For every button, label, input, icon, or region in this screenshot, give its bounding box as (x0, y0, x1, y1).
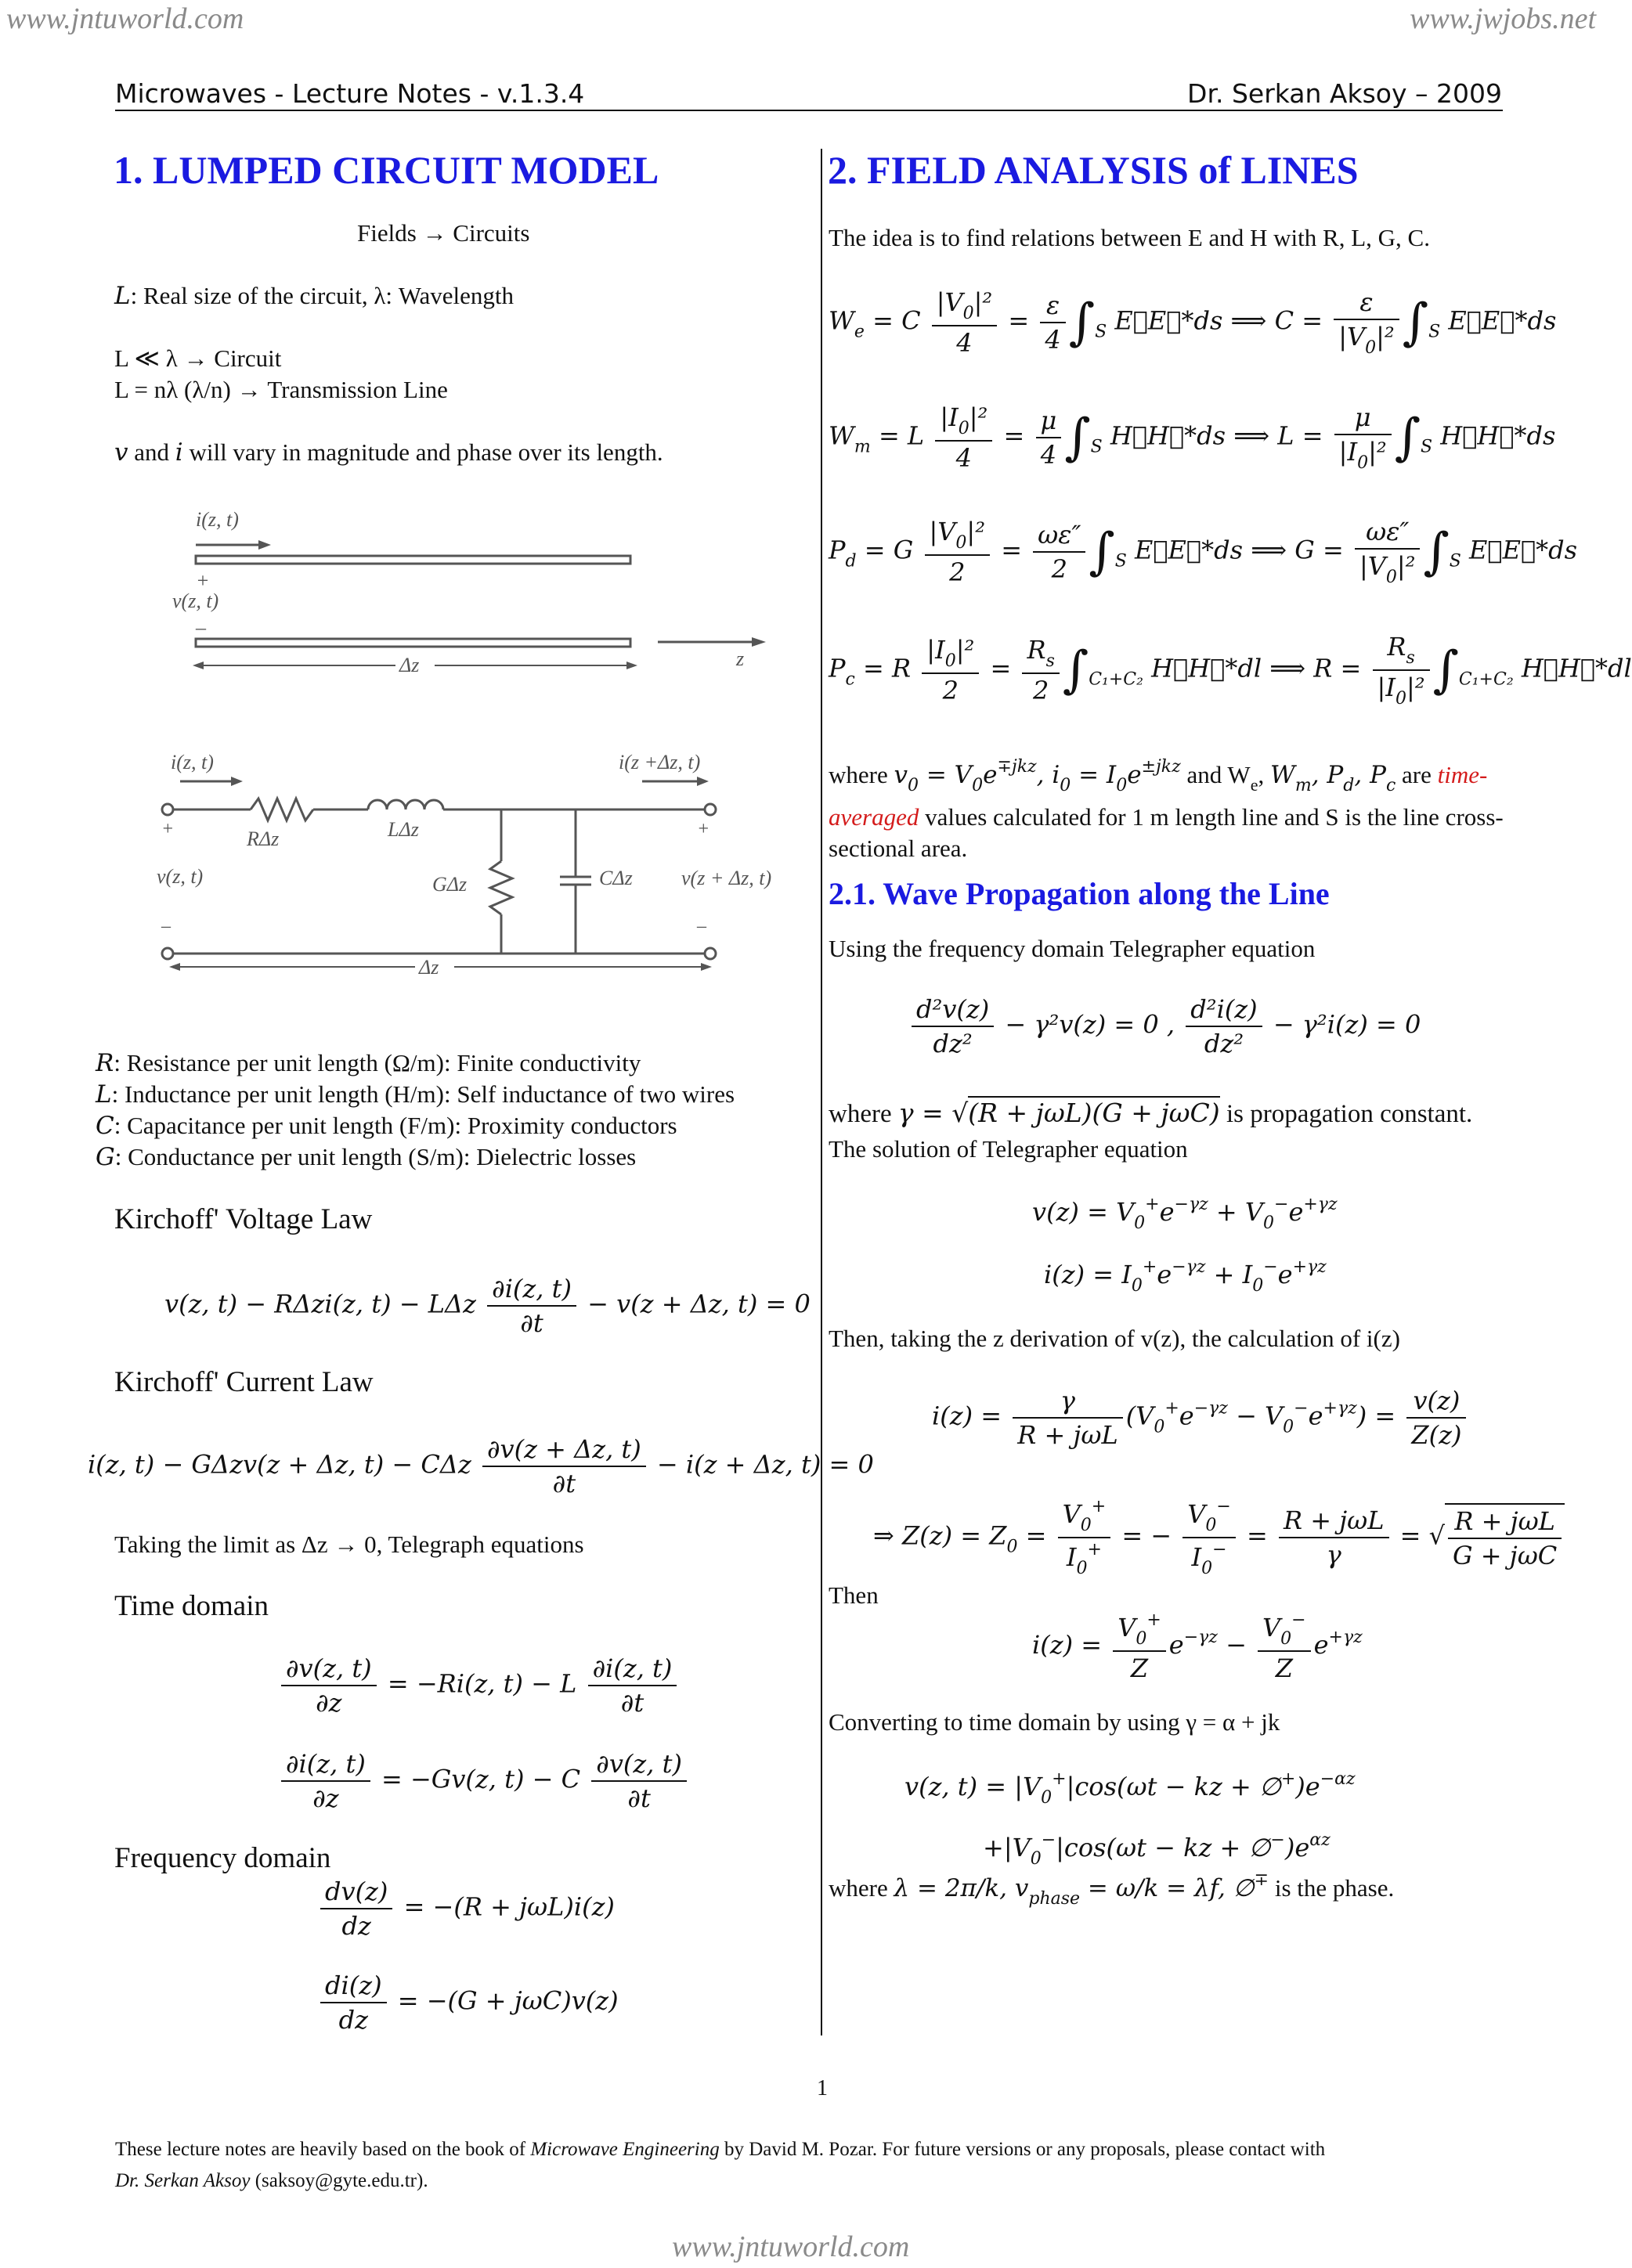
time-domain-heading: Time domain (114, 1590, 269, 1622)
idea-line: The idea is to find relations between E and H with R, L, G, C. (829, 224, 1430, 251)
header-right: Dr. Serkan Aksoy – 2009 (1187, 78, 1502, 109)
gamma-line: where γ = √(R + jωL)(G + jωC) is propagation constant. (829, 1098, 1473, 1128)
fields-circuits: Fields → Circuits (357, 219, 530, 247)
svg-text:v(z, t): v(z, t) (157, 865, 204, 888)
watermark-bottom: www.jntuworld.com (672, 2230, 910, 2263)
i-z-final: i(z) = $\frac{V_0^+}{Z}$ $e^{-\gamma z}$ − $\frac{V_0^-}{Z}$ $e^{+\gamma z}$ (1032, 1610, 1363, 1683)
tl-line: L = nλ (λ/n) → Transmission Line (114, 376, 448, 403)
time-v-equation-1: v(z, $t) = |V_0^+|\cos(\omega t$ − kz + $\emptyset^+)e^{-\alpha z}$ (904, 1769, 1356, 1808)
converting-line: Converting to time domain by using γ = α + jk (829, 1708, 1280, 1736)
header-rule (115, 110, 1503, 111)
footer-note: These lecture notes are heavily based on the book of Microwave Engineering by David M. Pozar. For future versions or any proposals, please contact with Dr. Serkan Aksoy (saksoy@gyte.edu.tr). (115, 2139, 1326, 2191)
svg-text:Δz: Δz (399, 654, 420, 676)
svg-text:z: z (736, 647, 745, 670)
i-z-equation: i(z) = γ R + jωL $(V_0^+e^{-\gamma z} - V_0^-e^{+\gamma z})$ = $\frac{v(z)}{Z(z)}$ (932, 1384, 1469, 1451)
column-divider (821, 149, 822, 2035)
freq-eq-1: $\frac{dv(z)}{dz}$ = −(R + jωL)i(z) (317, 1875, 615, 1942)
svg-text:–: – (161, 916, 171, 936)
then-line: Then (829, 1581, 879, 1609)
time-eq-1: $\frac{\partial v(z, t)}{\partial z}$ = −Ri(z, t) − L $\frac{\partial i(z, t)}{\partial t}$ (278, 1652, 680, 1719)
pc-equation: $P_c = R$ $\frac{|I_0|^2}{2}$ = $\frac{R_s}{2}$ $\int_{C_1+C_2}$ H⃗H⃗*dl ⟹ R = $\frac{R_s}{|I_0|^2}$ $\int_{C_1+C_2}$ H⃗H⃗*dl (829, 632, 1632, 709)
kcl-heading: Kirchoff' Current Law (114, 1366, 374, 1398)
section-title-lumped: 1. LUMPED CIRCUIT MODEL (114, 148, 659, 192)
lumped-circuit-figure (157, 744, 799, 979)
freq-domain-heading: Frequency domain (114, 1842, 331, 1874)
v-solution: $v(z) = V_0^+e^{-\gamma z} + V_0^-e^{+\gamma z}$ (1032, 1195, 1338, 1233)
then-taking-line: Then, taking the z derivation of v(z), the calculation of i(z) (829, 1325, 1400, 1352)
i-solution: $i(z) = I_0^+e^{-\gamma z} + I_0^-e^{+\gamma z}$ (1044, 1257, 1327, 1296)
svg-text:RΔz: RΔz (247, 828, 280, 850)
watermark-top-left: www.jntuworld.com (6, 2, 244, 35)
z0-equation: ⇒ $Z(z) = Z_0$ = $\frac{V_0^+}{I_0^+}$ = − $\frac{V_0^-}{I_0^-}$ = R + jωL γ = √ R + jωL G + jωC (873, 1495, 1565, 1580)
svg-text:CΔz: CΔz (599, 867, 633, 889)
kcl-equation: i(z, t) − GΔzv(z + Δz, t) − CΔz $\frac{\partial v(z + \Delta z, t)}{\partial t}$ − i(z + Δz, t) = 0 (88, 1434, 874, 1498)
svg-text:i(z, t): i(z, t) (171, 751, 214, 773)
time-v-equation-2: $+|V_0^-|\cos(\omega t$ − kz + $\emptyset^-)e^{\alpha z}$ (983, 1830, 1331, 1869)
circuit-line: L ≪ λ → Circuit (114, 344, 282, 372)
using-line: Using the frequency domain Telegrapher equation (829, 935, 1316, 962)
svg-text:i(z +Δz, t): i(z +Δz, t) (619, 751, 701, 773)
solution-line: The solution of Telegrapher equation (829, 1135, 1188, 1163)
header-left: Microwaves - Lecture Notes - v.1.3.4 (115, 78, 585, 109)
freq-eq-2: $\frac{di(z)}{dz}$ = −(G + jωC)v(z) (317, 1969, 619, 2036)
kvl-equation: v(z, t) − RΔzi(z, t) − LΔz $\frac{\partial i(z, t)}{\partial t}$ − v(z + Δz, t) = 0 (164, 1274, 811, 1338)
param-G: G: Conductance per unit length (S/m): Dielectric losses (96, 1143, 637, 1171)
pd-equation: $P_d = G$ $\frac{|V_0|^2}{2}$ = $\frac{\omega\varepsilon''}{2}$ $\int_S$ E⃗E⃗*ds ⟹ G = $\frac{\omega\varepsilon''}{|V_0|^2}$ $\int_S$ E⃗E⃗*ds (829, 517, 1578, 587)
svg-text:+: + (697, 819, 710, 839)
section-title-field: 2. FIELD ANALYSIS of LINES (828, 148, 1359, 192)
telegrapher-equation: $\frac{\text{d²v(z)}}{\text{dz²}}$ − γ²v(z) = 0 , $\frac{\text{d²i(z)}}{\text{dz²}}$ − γ²i(z) = 0 (908, 993, 1421, 1060)
limit-line: Taking the limit as Δz → 0, Telegraph equations (114, 1531, 584, 1558)
svg-text:+: + (196, 569, 210, 592)
param-R: R: Resistance per unit length (Ω/m): Finite conductivity (96, 1049, 641, 1077)
svg-text:–: – (697, 916, 706, 936)
svg-text:v(z, t): v(z, t) (172, 590, 219, 612)
param-C: C: Capacitance per unit length (F/m): Proximity conductors (96, 1112, 677, 1140)
phase-line: where λ = 2π/k, $v_{phase} = \omega/k = \lambda f$, ∅∓ is the phase. (829, 1870, 1395, 1909)
svg-text:+: + (161, 819, 175, 839)
where-paragraph: where $v_0 = V_0e^{\mp jkz}$, $i_0 = I_0e^{\pm jkz}$ and $W_e$, $W_m$, $P_d$, $P_c$ are time-averaged values calculated for 1 m length line and S is the line cross-sectional area. (829, 757, 1504, 862)
param-L: L: Inductance per unit length (H/m): Self inductance of two wires (96, 1080, 735, 1109)
vary-line: v and i will vary in magnitude and phase over its length. (114, 438, 663, 467)
svg-text:Δz: Δz (419, 956, 439, 979)
svg-text:v(z + Δz, t): v(z + Δz, t) (681, 867, 772, 889)
page-number: 1 (817, 2076, 828, 2100)
svg-text:GΔz: GΔz (432, 873, 468, 896)
two-wire-line-figure (172, 509, 783, 689)
time-eq-2: $\frac{\partial i(z, t)}{\partial z}$ = −Gv(z, t) − C $\frac{\partial v(z, t)}{\partial t}$ (278, 1747, 690, 1815)
svg-text:LΔz: LΔz (388, 818, 419, 841)
we-equation: $W_e = C$ $\frac{|V_0|^2}{4}$ = $\frac{\varepsilon}{4}$ $\int_S$ E⃗E⃗*ds ⟹ C = $\frac{\varepsilon}{|V_0|^2}$ $\int_S$ E⃗E⃗*ds (829, 287, 1557, 358)
svg-text:–: – (196, 616, 206, 639)
svg-text:i(z, t): i(z, t) (196, 508, 239, 531)
wm-equation: $W_m = L$ $\frac{|I_0|^2}{4}$ = $\frac{\mu}{4}$ $\int_S$ H⃗H⃗*ds ⟹ L = $\frac{\mu}{|I_0|^2}$ $\int_S$ H⃗H⃗*ds (829, 402, 1556, 473)
subsection-title: 2.1. Wave Propagation along the Line (829, 876, 1330, 911)
kvl-heading: Kirchoff' Voltage Law (114, 1203, 373, 1235)
watermark-top-right: www.jwjobs.net (1410, 2, 1596, 35)
size-line: L: Real size of the circuit, λ: Wavelength (114, 282, 515, 310)
